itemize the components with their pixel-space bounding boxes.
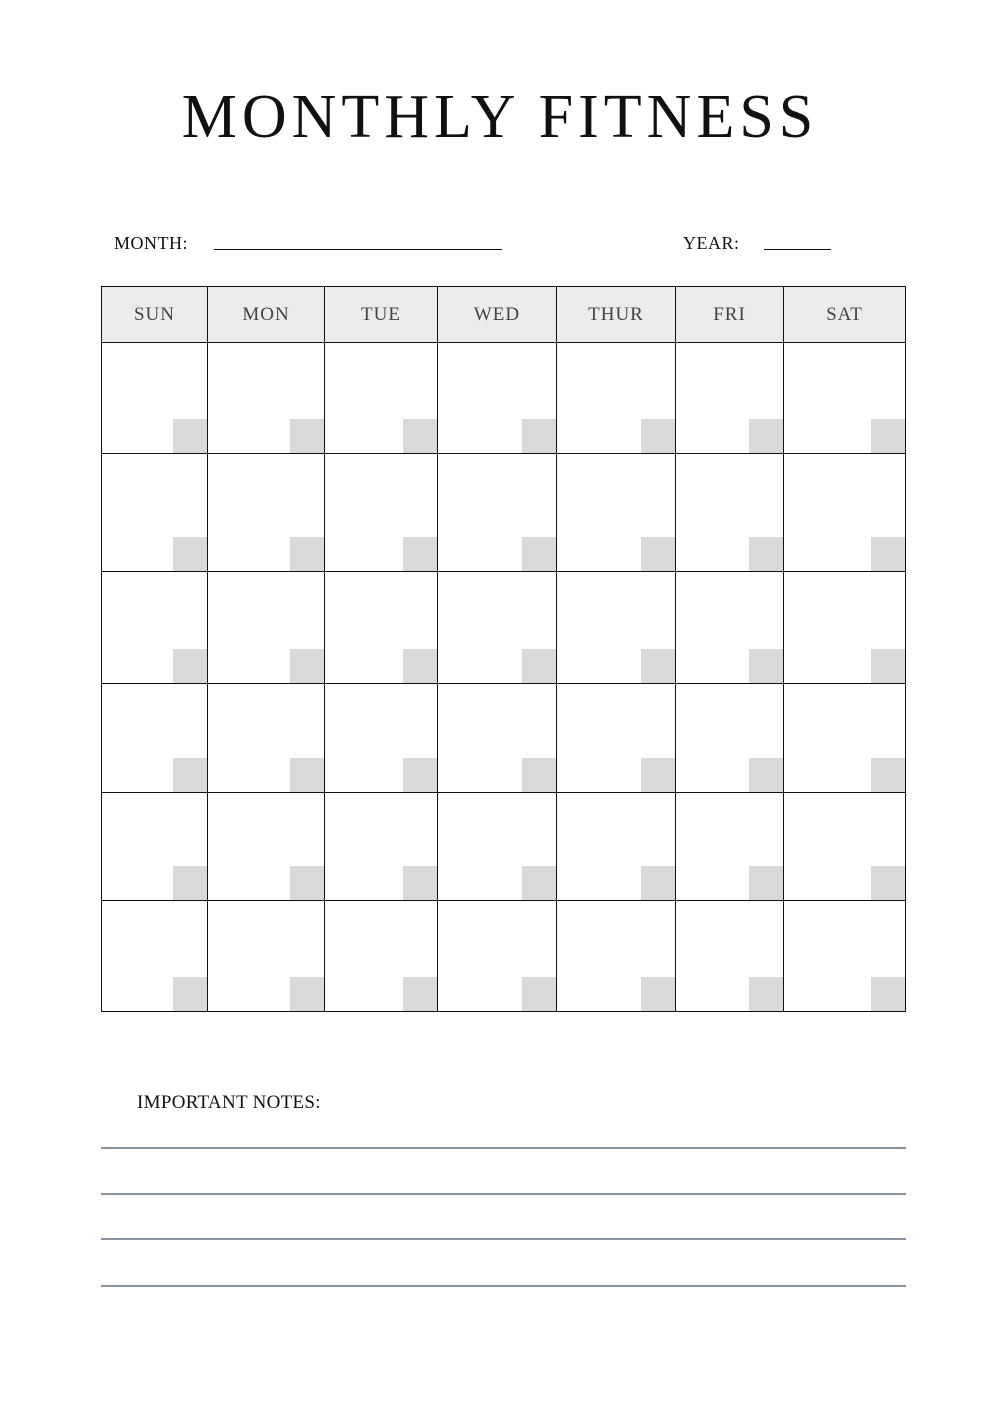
day-cell[interactable] (325, 343, 438, 454)
date-number-box[interactable] (641, 419, 675, 453)
day-cell[interactable] (208, 572, 325, 684)
day-cell[interactable] (102, 343, 208, 454)
date-number-box[interactable] (641, 537, 675, 571)
date-number-box[interactable] (290, 977, 324, 1011)
date-number-box[interactable] (290, 649, 324, 683)
weekday-header-mon: MON (208, 287, 325, 343)
day-cell[interactable] (102, 454, 208, 572)
day-cell[interactable] (676, 901, 784, 1012)
day-cell[interactable] (784, 343, 906, 454)
date-number-box[interactable] (749, 649, 783, 683)
day-cell[interactable] (557, 343, 676, 454)
day-cell[interactable] (438, 343, 557, 454)
weekday-header-sun: SUN (102, 287, 208, 343)
date-number-box[interactable] (290, 419, 324, 453)
day-cell[interactable] (557, 684, 676, 793)
date-number-box[interactable] (749, 758, 783, 792)
week-row (102, 684, 906, 793)
date-number-box[interactable] (749, 419, 783, 453)
date-number-box[interactable] (871, 649, 905, 683)
day-cell[interactable] (438, 793, 557, 901)
week-row (102, 572, 906, 684)
day-cell[interactable] (102, 901, 208, 1012)
date-number-box[interactable] (749, 866, 783, 900)
day-cell[interactable] (784, 572, 906, 684)
month-field[interactable] (214, 249, 502, 250)
weekday-header-row (102, 287, 906, 343)
day-cell[interactable] (676, 793, 784, 901)
date-number-box[interactable] (290, 758, 324, 792)
day-cell[interactable] (325, 454, 438, 572)
date-number-box[interactable] (173, 977, 207, 1011)
weekday-header-thur: THUR (557, 287, 676, 343)
important-notes-label: IMPORTANT NOTES: (137, 1092, 321, 1113)
day-cell[interactable] (676, 572, 784, 684)
day-cell[interactable] (102, 793, 208, 901)
weekday-header-fri: FRI (676, 287, 784, 343)
date-number-box[interactable] (522, 419, 556, 453)
day-cell[interactable] (438, 684, 557, 793)
note-line[interactable] (101, 1147, 906, 1149)
weekday-header-sat: SAT (784, 287, 906, 343)
date-number-box[interactable] (749, 537, 783, 571)
week-row (102, 454, 906, 572)
date-number-box[interactable] (173, 649, 207, 683)
date-number-box[interactable] (403, 537, 437, 571)
date-number-box[interactable] (641, 649, 675, 683)
date-number-box[interactable] (522, 758, 556, 792)
day-cell[interactable] (438, 572, 557, 684)
date-number-box[interactable] (403, 866, 437, 900)
day-cell[interactable] (784, 684, 906, 793)
day-cell[interactable] (676, 454, 784, 572)
date-number-box[interactable] (403, 649, 437, 683)
day-cell[interactable] (325, 901, 438, 1012)
week-row (102, 343, 906, 454)
day-cell[interactable] (557, 793, 676, 901)
date-number-box[interactable] (641, 977, 675, 1011)
date-number-box[interactable] (871, 977, 905, 1011)
note-line[interactable] (101, 1238, 906, 1240)
date-number-box[interactable] (173, 537, 207, 571)
note-line[interactable] (101, 1285, 906, 1287)
page-title: MONTHLY FITNESS (181, 83, 819, 151)
day-cell[interactable] (784, 793, 906, 901)
note-line[interactable] (101, 1193, 906, 1195)
date-number-box[interactable] (871, 419, 905, 453)
day-cell[interactable] (784, 901, 906, 1012)
day-cell[interactable] (208, 684, 325, 793)
day-cell[interactable] (325, 684, 438, 793)
day-cell[interactable] (102, 684, 208, 793)
day-cell[interactable] (208, 343, 325, 454)
weekday-header-tue: TUE (325, 287, 438, 343)
date-number-box[interactable] (173, 866, 207, 900)
day-cell[interactable] (557, 454, 676, 572)
date-number-box[interactable] (403, 977, 437, 1011)
day-cell[interactable] (557, 901, 676, 1012)
day-cell[interactable] (208, 901, 325, 1012)
weekday-header-wed: WED (438, 287, 557, 343)
calendar-grid (101, 286, 906, 1012)
day-cell[interactable] (676, 343, 784, 454)
day-cell[interactable] (784, 454, 906, 572)
date-number-box[interactable] (749, 977, 783, 1011)
date-number-box[interactable] (871, 537, 905, 571)
date-number-box[interactable] (290, 866, 324, 900)
day-cell[interactable] (676, 684, 784, 793)
date-number-box[interactable] (173, 758, 207, 792)
year-field[interactable] (764, 249, 831, 250)
week-row (102, 901, 906, 1012)
year-label: YEAR: (683, 233, 740, 253)
day-cell[interactable] (208, 793, 325, 901)
day-cell[interactable] (438, 901, 557, 1012)
date-number-box[interactable] (641, 866, 675, 900)
day-cell[interactable] (557, 572, 676, 684)
date-number-box[interactable] (173, 419, 207, 453)
date-number-box[interactable] (522, 977, 556, 1011)
date-number-box[interactable] (871, 758, 905, 792)
date-number-box[interactable] (522, 866, 556, 900)
date-number-box[interactable] (403, 758, 437, 792)
date-number-box[interactable] (403, 419, 437, 453)
day-cell[interactable] (208, 454, 325, 572)
date-number-box[interactable] (290, 537, 324, 571)
date-number-box[interactable] (871, 866, 905, 900)
day-cell[interactable] (102, 572, 208, 684)
date-number-box[interactable] (522, 649, 556, 683)
week-row (102, 793, 906, 901)
day-cell[interactable] (325, 793, 438, 901)
month-label: MONTH: (114, 233, 188, 253)
day-cell[interactable] (325, 572, 438, 684)
date-number-box[interactable] (641, 758, 675, 792)
day-cell[interactable] (438, 454, 557, 572)
date-number-box[interactable] (522, 537, 556, 571)
